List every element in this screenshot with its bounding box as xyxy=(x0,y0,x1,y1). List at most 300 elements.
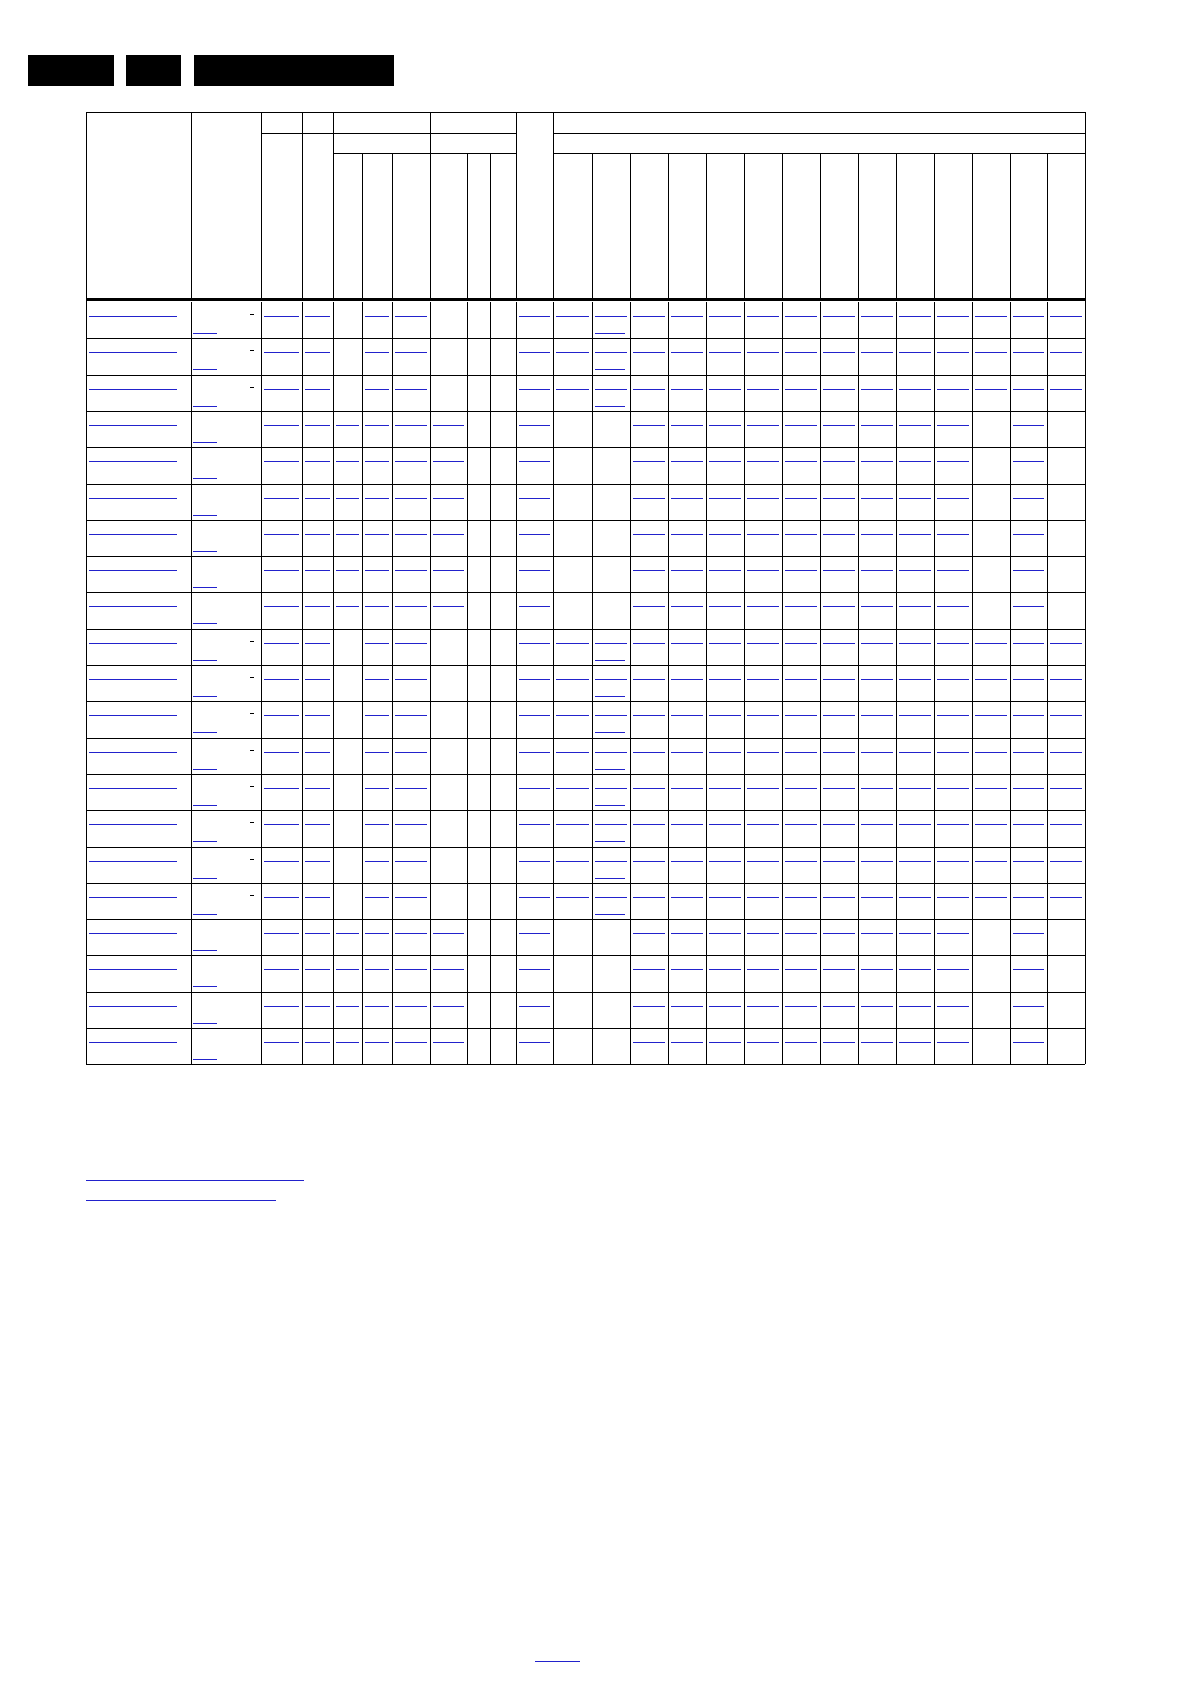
cell-link[interactable] xyxy=(785,643,817,644)
footer-page-link[interactable] xyxy=(535,1647,580,1662)
cell-link[interactable] xyxy=(671,498,703,499)
row-link[interactable] xyxy=(89,861,177,862)
cell-link[interactable] xyxy=(937,606,969,607)
cell-link[interactable] xyxy=(709,752,741,753)
cell-link[interactable] xyxy=(709,1006,741,1007)
cell-link[interactable] xyxy=(823,715,855,716)
cell-link[interactable] xyxy=(264,316,299,317)
model-link[interactable] xyxy=(193,878,217,879)
cell-link[interactable] xyxy=(336,933,359,934)
cell-link[interactable] xyxy=(899,1006,931,1007)
cell-link[interactable] xyxy=(785,933,817,934)
cell-link[interactable] xyxy=(365,788,389,789)
cell-link[interactable] xyxy=(395,352,427,353)
cell-link[interactable] xyxy=(433,1042,464,1043)
cell-link[interactable] xyxy=(633,534,665,535)
cell-link[interactable] xyxy=(861,861,893,862)
cell-link[interactable] xyxy=(785,1042,817,1043)
cell-link[interactable] xyxy=(365,352,389,353)
cell-link[interactable] xyxy=(861,788,893,789)
cell-link[interactable] xyxy=(264,897,299,898)
cell-link[interactable] xyxy=(556,715,589,716)
cell-link[interactable] xyxy=(519,1006,550,1007)
cell-link[interactable] xyxy=(305,461,330,462)
cell-link[interactable] xyxy=(519,389,550,390)
cell-link[interactable] xyxy=(823,933,855,934)
cell-link[interactable] xyxy=(671,643,703,644)
cell-link[interactable] xyxy=(305,606,330,607)
cell-link[interactable] xyxy=(264,570,299,571)
cell-link[interactable] xyxy=(305,352,330,353)
cell-link[interactable] xyxy=(305,752,330,753)
cell-link[interactable] xyxy=(1050,752,1082,753)
row-link[interactable] xyxy=(89,389,177,390)
cell-link[interactable] xyxy=(519,897,550,898)
cell-link[interactable] xyxy=(1050,897,1082,898)
cell-link[interactable] xyxy=(899,897,931,898)
cell-link[interactable] xyxy=(305,425,330,426)
cell-link[interactable] xyxy=(671,461,703,462)
cell-link[interactable] xyxy=(595,643,627,644)
model-link[interactable] xyxy=(193,515,217,516)
row-link[interactable] xyxy=(89,788,177,789)
cell-link[interactable] xyxy=(747,679,779,680)
cell-link[interactable] xyxy=(861,352,893,353)
cell-link[interactable] xyxy=(264,969,299,970)
cell-link[interactable] xyxy=(305,969,330,970)
cell-link[interactable] xyxy=(671,969,703,970)
cell-link[interactable] xyxy=(595,841,625,842)
cell-link[interactable] xyxy=(365,897,389,898)
cell-link[interactable] xyxy=(305,715,330,716)
cell-link[interactable] xyxy=(595,715,627,716)
cell-link[interactable] xyxy=(633,752,665,753)
cell-link[interactable] xyxy=(1013,425,1044,426)
cell-link[interactable] xyxy=(365,679,389,680)
cell-link[interactable] xyxy=(709,897,741,898)
cell-link[interactable] xyxy=(264,824,299,825)
cell-link[interactable] xyxy=(633,352,665,353)
cell-link[interactable] xyxy=(937,498,969,499)
row-link[interactable] xyxy=(89,498,177,499)
cell-link[interactable] xyxy=(1013,933,1044,934)
cell-link[interactable] xyxy=(395,316,427,317)
cell-link[interactable] xyxy=(595,406,625,407)
cell-link[interactable] xyxy=(823,352,855,353)
cell-link[interactable] xyxy=(671,752,703,753)
cell-link[interactable] xyxy=(433,461,464,462)
cell-link[interactable] xyxy=(1050,824,1082,825)
cell-link[interactable] xyxy=(556,897,589,898)
cell-link[interactable] xyxy=(519,715,550,716)
cell-link[interactable] xyxy=(671,715,703,716)
cell-link[interactable] xyxy=(899,824,931,825)
cell-link[interactable] xyxy=(595,788,627,789)
cell-link[interactable] xyxy=(305,570,330,571)
cell-link[interactable] xyxy=(709,969,741,970)
cell-link[interactable] xyxy=(365,389,389,390)
cell-link[interactable] xyxy=(937,715,969,716)
cell-link[interactable] xyxy=(937,679,969,680)
cell-link[interactable] xyxy=(395,461,427,462)
cell-link[interactable] xyxy=(937,933,969,934)
cell-link[interactable] xyxy=(861,715,893,716)
cell-link[interactable] xyxy=(595,805,625,806)
cell-link[interactable] xyxy=(365,969,389,970)
cell-link[interactable] xyxy=(264,1042,299,1043)
cell-link[interactable] xyxy=(1013,679,1044,680)
cell-link[interactable] xyxy=(899,715,931,716)
row-link[interactable] xyxy=(89,897,177,898)
cell-link[interactable] xyxy=(519,861,550,862)
cell-link[interactable] xyxy=(823,498,855,499)
cell-link[interactable] xyxy=(671,679,703,680)
cell-link[interactable] xyxy=(709,715,741,716)
cell-link[interactable] xyxy=(937,534,969,535)
cell-link[interactable] xyxy=(336,425,359,426)
row-link[interactable] xyxy=(89,461,177,462)
cell-link[interactable] xyxy=(785,679,817,680)
row-link[interactable] xyxy=(89,933,177,934)
cell-link[interactable] xyxy=(975,788,1007,789)
cell-link[interactable] xyxy=(633,861,665,862)
cell-link[interactable] xyxy=(823,824,855,825)
cell-link[interactable] xyxy=(785,498,817,499)
cell-link[interactable] xyxy=(1013,788,1044,789)
cell-link[interactable] xyxy=(264,679,299,680)
cell-link[interactable] xyxy=(861,824,893,825)
cell-link[interactable] xyxy=(861,933,893,934)
cell-link[interactable] xyxy=(709,570,741,571)
cell-link[interactable] xyxy=(365,1006,389,1007)
cell-link[interactable] xyxy=(785,861,817,862)
cell-link[interactable] xyxy=(365,606,389,607)
cell-link[interactable] xyxy=(899,352,931,353)
cell-link[interactable] xyxy=(556,752,589,753)
cell-link[interactable] xyxy=(365,534,389,535)
cell-link[interactable] xyxy=(365,1042,389,1043)
cell-link[interactable] xyxy=(823,897,855,898)
cell-link[interactable] xyxy=(709,498,741,499)
cell-link[interactable] xyxy=(395,498,427,499)
cell-link[interactable] xyxy=(861,1006,893,1007)
cell-link[interactable] xyxy=(823,788,855,789)
cell-link[interactable] xyxy=(861,969,893,970)
cell-link[interactable] xyxy=(633,824,665,825)
cell-link[interactable] xyxy=(747,1006,779,1007)
cell-link[interactable] xyxy=(595,824,627,825)
cell-link[interactable] xyxy=(1013,352,1044,353)
cell-link[interactable] xyxy=(395,534,427,535)
cell-link[interactable] xyxy=(937,788,969,789)
cell-link[interactable] xyxy=(336,606,359,607)
cell-link[interactable] xyxy=(823,643,855,644)
cell-link[interactable] xyxy=(519,570,550,571)
cell-link[interactable] xyxy=(975,752,1007,753)
cell-link[interactable] xyxy=(305,788,330,789)
cell-link[interactable] xyxy=(1050,643,1082,644)
model-link[interactable] xyxy=(193,1023,217,1024)
cell-link[interactable] xyxy=(556,861,589,862)
cell-link[interactable] xyxy=(937,861,969,862)
row-link[interactable] xyxy=(89,534,177,535)
cell-link[interactable] xyxy=(305,861,330,862)
cell-link[interactable] xyxy=(975,824,1007,825)
model-link[interactable] xyxy=(193,986,217,987)
cell-link[interactable] xyxy=(519,824,550,825)
cell-link[interactable] xyxy=(671,534,703,535)
model-link[interactable] xyxy=(193,660,217,661)
cell-link[interactable] xyxy=(785,897,817,898)
cell-link[interactable] xyxy=(519,1042,550,1043)
cell-link[interactable] xyxy=(747,606,779,607)
cell-link[interactable] xyxy=(519,679,550,680)
cell-link[interactable] xyxy=(747,824,779,825)
cell-link[interactable] xyxy=(519,933,550,934)
cell-link[interactable] xyxy=(519,461,550,462)
cell-link[interactable] xyxy=(395,679,427,680)
cell-link[interactable] xyxy=(937,316,969,317)
cell-link[interactable] xyxy=(395,715,427,716)
cell-link[interactable] xyxy=(1050,316,1082,317)
cell-link[interactable] xyxy=(861,679,893,680)
cell-link[interactable] xyxy=(785,752,817,753)
cell-link[interactable] xyxy=(823,461,855,462)
cell-link[interactable] xyxy=(671,352,703,353)
cell-link[interactable] xyxy=(785,969,817,970)
cell-link[interactable] xyxy=(823,389,855,390)
cell-link[interactable] xyxy=(823,570,855,571)
cell-link[interactable] xyxy=(747,425,779,426)
cell-link[interactable] xyxy=(633,969,665,970)
cell-link[interactable] xyxy=(633,461,665,462)
cell-link[interactable] xyxy=(709,352,741,353)
cell-link[interactable] xyxy=(395,861,427,862)
model-link[interactable] xyxy=(193,1059,217,1060)
cell-link[interactable] xyxy=(975,679,1007,680)
cell-link[interactable] xyxy=(671,1042,703,1043)
cell-link[interactable] xyxy=(336,1006,359,1007)
cell-link[interactable] xyxy=(395,752,427,753)
cell-link[interactable] xyxy=(937,461,969,462)
cell-link[interactable] xyxy=(305,498,330,499)
cell-link[interactable] xyxy=(595,660,625,661)
cell-link[interactable] xyxy=(747,933,779,934)
cell-link[interactable] xyxy=(785,824,817,825)
cell-link[interactable] xyxy=(1050,679,1082,680)
cell-link[interactable] xyxy=(823,969,855,970)
cell-link[interactable] xyxy=(709,316,741,317)
cell-link[interactable] xyxy=(1013,461,1044,462)
cell-link[interactable] xyxy=(336,461,359,462)
model-link[interactable] xyxy=(193,406,217,407)
cell-link[interactable] xyxy=(433,425,464,426)
cell-link[interactable] xyxy=(556,788,589,789)
cell-link[interactable] xyxy=(937,352,969,353)
cell-link[interactable] xyxy=(336,1042,359,1043)
cell-link[interactable] xyxy=(633,1006,665,1007)
cell-link[interactable] xyxy=(633,425,665,426)
cell-link[interactable] xyxy=(899,461,931,462)
row-link[interactable] xyxy=(89,969,177,970)
cell-link[interactable] xyxy=(785,570,817,571)
cell-link[interactable] xyxy=(823,1006,855,1007)
footnote-link-1[interactable] xyxy=(86,1166,304,1181)
cell-link[interactable] xyxy=(899,643,931,644)
row-link[interactable] xyxy=(89,352,177,353)
cell-link[interactable] xyxy=(1013,534,1044,535)
cell-link[interactable] xyxy=(709,933,741,934)
cell-link[interactable] xyxy=(747,316,779,317)
cell-link[interactable] xyxy=(365,752,389,753)
cell-link[interactable] xyxy=(1013,1042,1044,1043)
cell-link[interactable] xyxy=(937,1042,969,1043)
cell-link[interactable] xyxy=(1013,861,1044,862)
cell-link[interactable] xyxy=(264,389,299,390)
model-link[interactable] xyxy=(193,841,217,842)
cell-link[interactable] xyxy=(305,389,330,390)
cell-link[interactable] xyxy=(305,643,330,644)
cell-link[interactable] xyxy=(365,643,389,644)
cell-link[interactable] xyxy=(633,570,665,571)
row-link[interactable] xyxy=(89,570,177,571)
cell-link[interactable] xyxy=(305,824,330,825)
cell-link[interactable] xyxy=(709,643,741,644)
cell-link[interactable] xyxy=(747,643,779,644)
cell-link[interactable] xyxy=(937,570,969,571)
cell-link[interactable] xyxy=(556,316,589,317)
cell-link[interactable] xyxy=(519,788,550,789)
cell-link[interactable] xyxy=(861,1042,893,1043)
cell-link[interactable] xyxy=(365,425,389,426)
cell-link[interactable] xyxy=(823,1042,855,1043)
cell-link[interactable] xyxy=(264,752,299,753)
cell-link[interactable] xyxy=(395,824,427,825)
cell-link[interactable] xyxy=(709,534,741,535)
cell-link[interactable] xyxy=(365,316,389,317)
cell-link[interactable] xyxy=(595,389,627,390)
cell-link[interactable] xyxy=(336,969,359,970)
cell-link[interactable] xyxy=(785,715,817,716)
cell-link[interactable] xyxy=(785,425,817,426)
cell-link[interactable] xyxy=(823,534,855,535)
cell-link[interactable] xyxy=(519,643,550,644)
model-link[interactable] xyxy=(193,950,217,951)
cell-link[interactable] xyxy=(519,752,550,753)
cell-link[interactable] xyxy=(747,969,779,970)
cell-link[interactable] xyxy=(336,498,359,499)
cell-link[interactable] xyxy=(264,461,299,462)
cell-link[interactable] xyxy=(861,752,893,753)
cell-link[interactable] xyxy=(785,534,817,535)
cell-link[interactable] xyxy=(1050,352,1082,353)
cell-link[interactable] xyxy=(556,643,589,644)
cell-link[interactable] xyxy=(671,861,703,862)
row-link[interactable] xyxy=(89,752,177,753)
cell-link[interactable] xyxy=(395,933,427,934)
model-link[interactable] xyxy=(193,478,217,479)
cell-link[interactable] xyxy=(264,1006,299,1007)
cell-link[interactable] xyxy=(633,316,665,317)
cell-link[interactable] xyxy=(1013,570,1044,571)
cell-link[interactable] xyxy=(264,715,299,716)
model-link[interactable] xyxy=(193,551,217,552)
model-link[interactable] xyxy=(193,769,217,770)
cell-link[interactable] xyxy=(1013,897,1044,898)
cell-link[interactable] xyxy=(1013,606,1044,607)
cell-link[interactable] xyxy=(671,389,703,390)
cell-link[interactable] xyxy=(671,824,703,825)
cell-link[interactable] xyxy=(1013,498,1044,499)
cell-link[interactable] xyxy=(556,824,589,825)
model-link[interactable] xyxy=(193,914,217,915)
cell-link[interactable] xyxy=(395,897,427,898)
cell-link[interactable] xyxy=(336,534,359,535)
cell-link[interactable] xyxy=(861,389,893,390)
cell-link[interactable] xyxy=(861,570,893,571)
cell-link[interactable] xyxy=(861,606,893,607)
cell-link[interactable] xyxy=(305,534,330,535)
cell-link[interactable] xyxy=(747,498,779,499)
cell-link[interactable] xyxy=(395,606,427,607)
cell-link[interactable] xyxy=(395,389,427,390)
cell-link[interactable] xyxy=(823,606,855,607)
cell-link[interactable] xyxy=(709,389,741,390)
cell-link[interactable] xyxy=(785,606,817,607)
cell-link[interactable] xyxy=(975,389,1007,390)
cell-link[interactable] xyxy=(395,425,427,426)
cell-link[interactable] xyxy=(519,606,550,607)
footnote-link-2[interactable] xyxy=(86,1186,276,1201)
cell-link[interactable] xyxy=(747,461,779,462)
cell-link[interactable] xyxy=(395,1006,427,1007)
cell-link[interactable] xyxy=(395,969,427,970)
cell-link[interactable] xyxy=(747,897,779,898)
cell-link[interactable] xyxy=(747,570,779,571)
cell-link[interactable] xyxy=(519,498,550,499)
cell-link[interactable] xyxy=(595,316,627,317)
model-link[interactable] xyxy=(193,442,217,443)
cell-link[interactable] xyxy=(1013,715,1044,716)
cell-link[interactable] xyxy=(595,897,627,898)
row-link[interactable] xyxy=(89,715,177,716)
cell-link[interactable] xyxy=(633,679,665,680)
cell-link[interactable] xyxy=(264,788,299,789)
model-link[interactable] xyxy=(193,805,217,806)
cell-link[interactable] xyxy=(861,316,893,317)
row-link[interactable] xyxy=(89,425,177,426)
cell-link[interactable] xyxy=(633,498,665,499)
cell-link[interactable] xyxy=(519,534,550,535)
cell-link[interactable] xyxy=(519,352,550,353)
cell-link[interactable] xyxy=(937,897,969,898)
cell-link[interactable] xyxy=(823,679,855,680)
cell-link[interactable] xyxy=(633,933,665,934)
cell-link[interactable] xyxy=(785,788,817,789)
cell-link[interactable] xyxy=(747,788,779,789)
cell-link[interactable] xyxy=(595,861,627,862)
cell-link[interactable] xyxy=(861,643,893,644)
cell-link[interactable] xyxy=(395,1042,427,1043)
cell-link[interactable] xyxy=(264,425,299,426)
cell-link[interactable] xyxy=(433,1006,464,1007)
cell-link[interactable] xyxy=(595,878,625,879)
cell-link[interactable] xyxy=(433,570,464,571)
cell-link[interactable] xyxy=(747,352,779,353)
cell-link[interactable] xyxy=(556,389,589,390)
cell-link[interactable] xyxy=(899,1042,931,1043)
row-link[interactable] xyxy=(89,643,177,644)
